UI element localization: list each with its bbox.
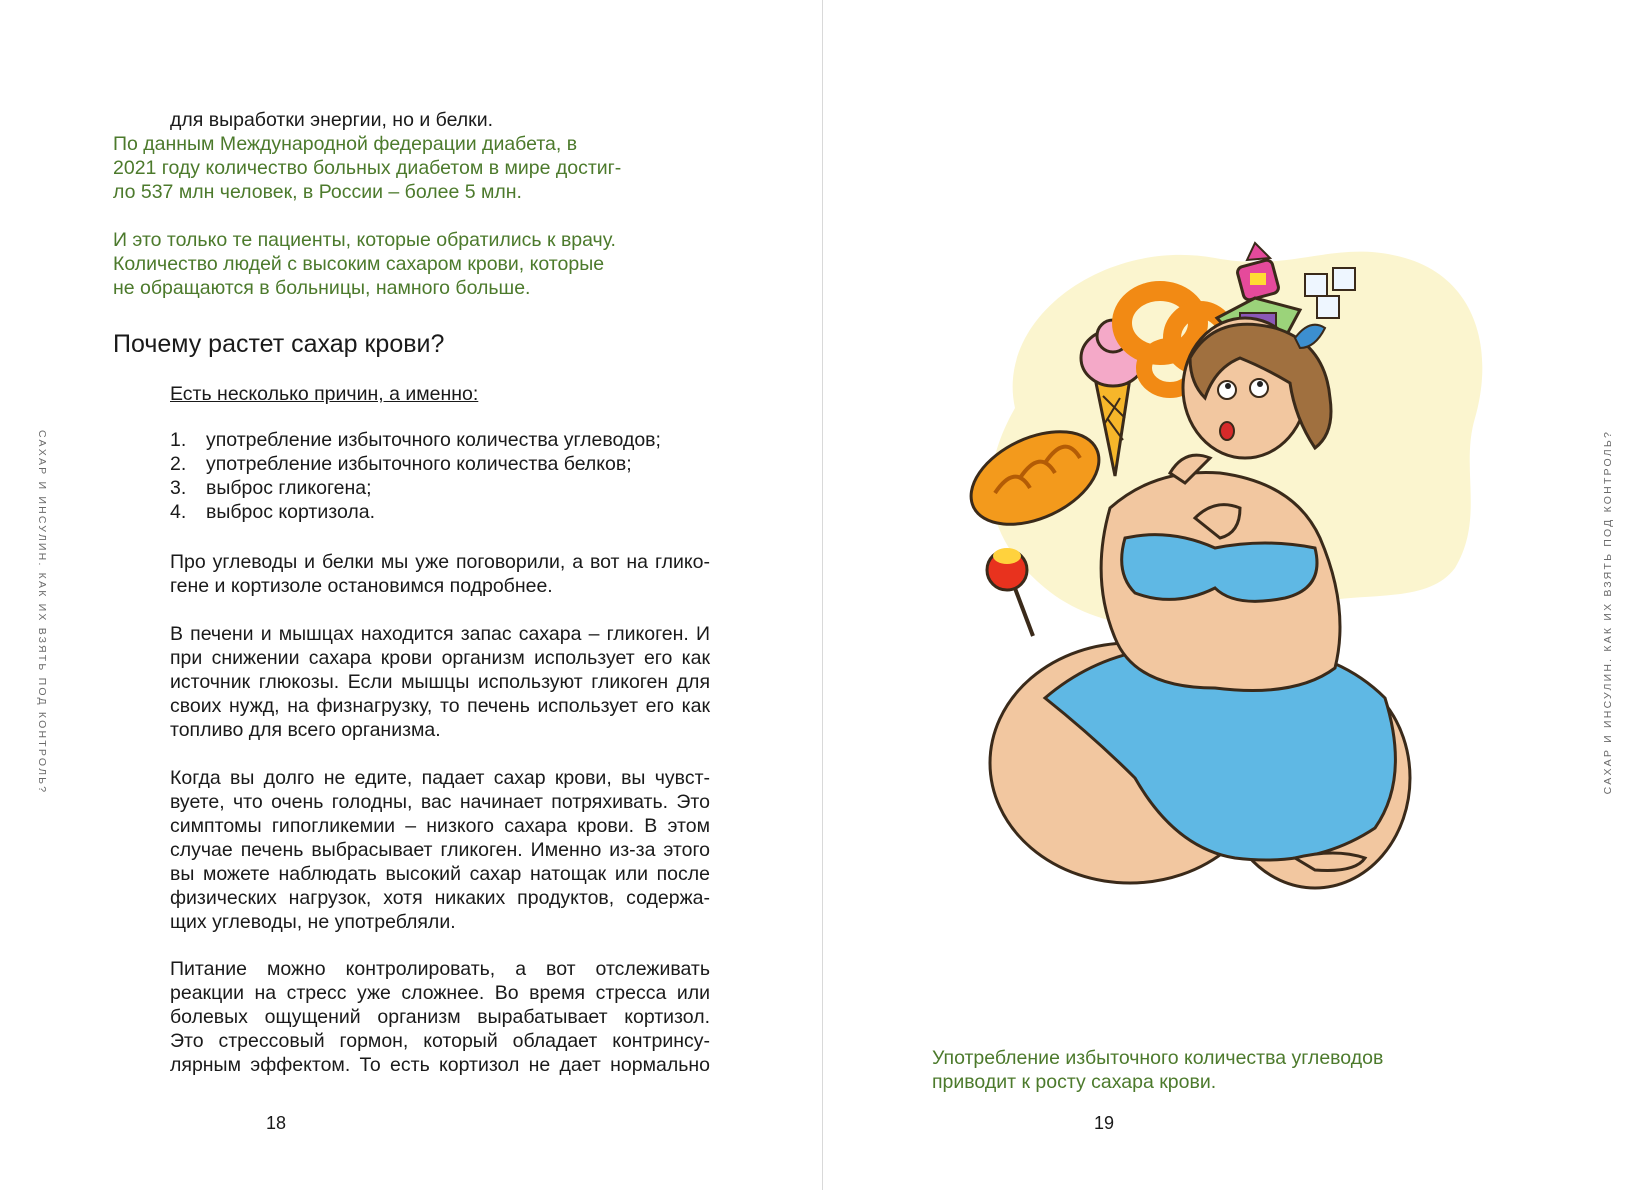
page-number-right: 19 [1094,1113,1115,1133]
list-item: 3. выброс гликогена; [170,477,372,499]
running-title-right: САХАР И ИНСУЛИН. КАК ИХ ВЗЯТЬ ПОД КОНТРОЛЬ? [1602,430,1614,795]
paragraph-4: Питание можно контролировать, а вот отслеживать реакции на стресс уже сложнее. Во время стресса или болевых ощущений организм вырабатывает кортизол. Это стрессовый гормон, который обладает контринсу- лярным эффектом. То есть кортизол не дает нормально [170,958,710,1076]
illustration-caption: Употребление избыточного количества углеводов приводит к росту сахара крови. [932,1046,1384,1093]
green-block-2: И это только те пациенты, которые обратились к врачу. Количество людей с высоким сахаром крови, которые не обращаются в больницы, намного больше. [113,229,616,299]
paragraph-3: Когда вы долго не едите, падает сахар крови, вы чувст- вуете, что очень голодны, вас начинает потряхивать. Это симптомы гипогликемии – низкого сахара крови. В этом случае печень выбрасывает гликоген. Именно из-за этого вы можете наблюдать высокий сахар натощак или после физических нагрузок, хотя никаких продуктов, содержа- щих углеводы, не употребляли. [170,767,710,933]
lollipop-icon [987,548,1033,636]
continuation-text: для выработки энергии, но и белки. [170,109,494,131]
list-intro: Есть несколько причин, а именно: [170,383,479,405]
candy-icon [1236,243,1280,301]
green-block-1: По данным Международной федерации диабета, в 2021 году количество больных диабетом в мире достиг- ло 537 млн человек, в России – более 5 млн. [113,133,622,203]
list-item: 2. употребление избыточного количества белков; [170,453,632,475]
paragraph-2: В печени и мышцах находится запас сахара – гликоген. И при снижении сахара крови организм использует его как источник глюкозы. Если мышцы используют гликоген для своих нужд, на физнагрузку, то печень использует его как топливо для всего организма. [170,623,710,741]
list-item: 4. выброс кортизола. [170,501,376,523]
paragraph-1: Про углеводы и белки мы уже поговорили, а вот на глико- гене и кортизоле остановимся подробнее. [170,551,710,597]
woman-sweets-illustration [955,218,1515,958]
reasons-list [170,428,661,524]
running-title-left: САХАР И ИНСУЛИН. КАК ИХ ВЗЯТЬ ПОД КОНТРОЛЬ? [36,430,48,795]
section-heading: Почему растет сахар крови? [113,330,445,358]
page-number-left: 18 [266,1113,287,1133]
list-item: 1. употребление избыточного количества углеводов; [170,429,661,451]
